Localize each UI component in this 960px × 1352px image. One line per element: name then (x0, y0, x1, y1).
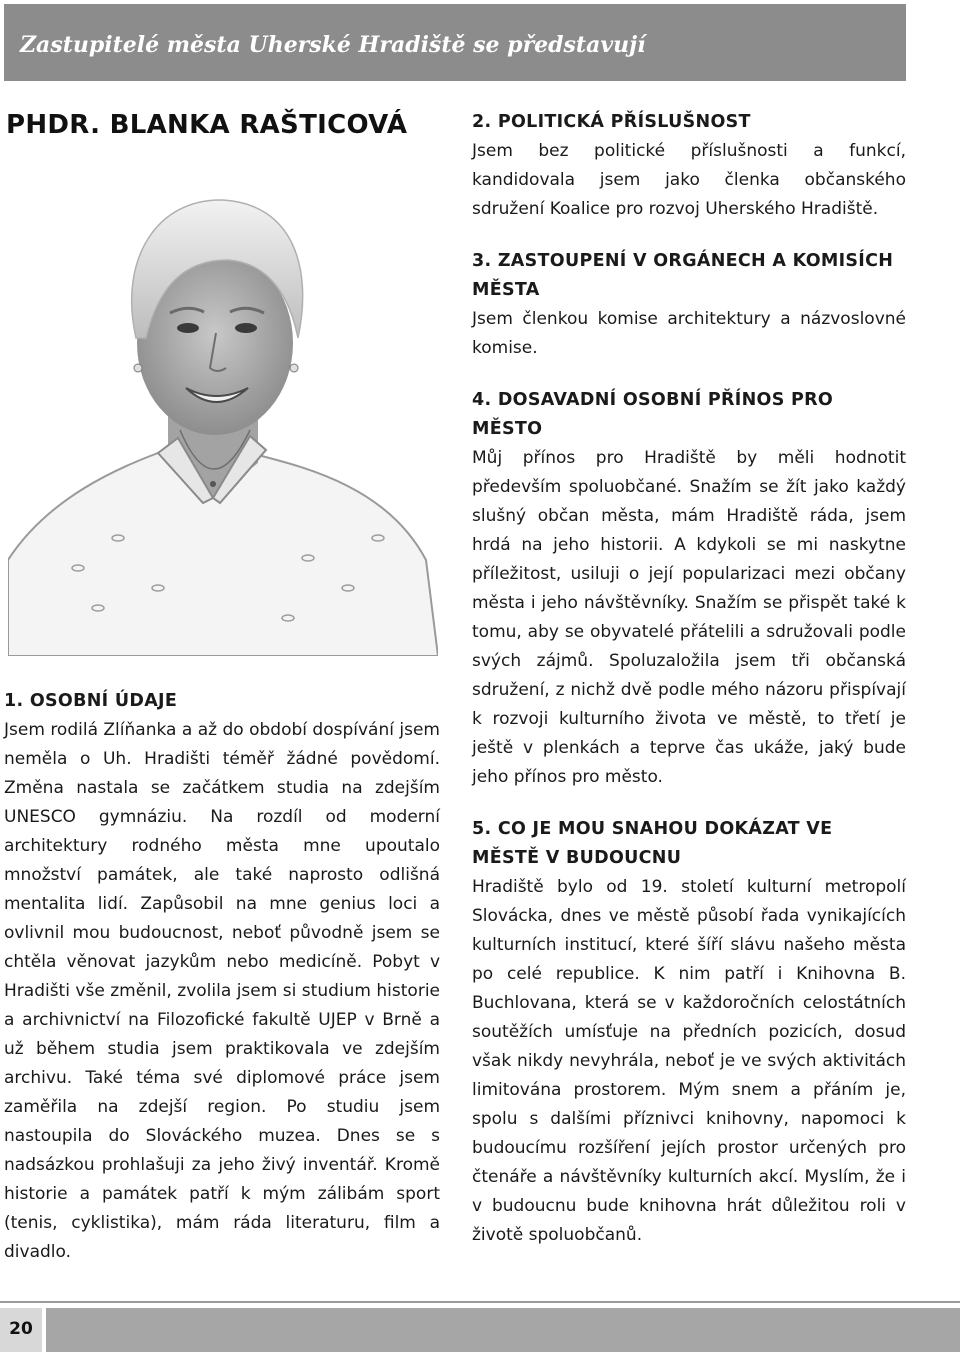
section-5-body: Hradiště bylo od 19. století kulturní metropolí Slovácka, dnes ve městě působí řada vynikajících kulturních institucí, které šíří slávu našeho města po celé republice. K nim patří i Knihovna B. Buchlovana, která se v každoročních celostátních soutěžích umísťuje na předních pozicích, dosud však nikdy nevyhrála, neboť je ve svých aktivitách limitována prostorem. Mým snem a přáním je, spolu s dalšími příznivci knihovny, napomoci k budoucímu rozšíření jejích prostor určených pro čtenáře a návštěvníky kulturních akcí. Myslím, že i v budoucnu bude knihovna hrát důležitou roli v životě spoluobčanů. (472, 877, 906, 1245)
page-title: Zastupitelé města Uherské Hradiště se představují (20, 32, 646, 58)
section-5-title: 5. CO JE MOU SNAHOU DOKÁZAT VE MĚSTĚ V BUDOUCNU (472, 819, 833, 868)
page-number: 20 (9, 1319, 33, 1339)
portrait-photo (8, 168, 438, 656)
section-1-body: Jsem rodilá Zlíňanka a až do období dospívání jsem neměla o Uh. Hradišti téměř žádné povědomí. Změna nastala se začátkem studia na zdejším UNESCO gymnáziu. Na rozdíl od moderní architektury rodného města mne upoutalo množství památek, ale také naprosto odlišná mentalita lidí. Zapůsobil na mne genius loci a ovlivnil mou budoucnost, neboť původně jsem se chtěla věnovat jazykům nebo medicíně. Pobyt v Hradišti vše změnil, zvolila jsem si studium historie a archivnictví na Filozofické fakultě UJEP v Brně a už během studia jsem praktikovala ve zdejším archivu. Také téma své diplomové práce jsem zaměřila na zdejší region. Po studiu jsem nastoupila do Slováckého muzea. Dnes se s nadsázkou prohlašuji za jeho živý inventář. Kromě historie a památek patří k mým zálibám sport (tenis, cyklistika), mám ráda literaturu, film a divadlo. (4, 720, 440, 1262)
section-4-title: 4. DOSAVADNÍ OSOBNÍ PŘÍNOS PRO MĚSTO (472, 390, 834, 439)
section-2-title: 2. POLITICKÁ PŘÍSLUŠNOST (472, 112, 751, 132)
person-name: PHDR. BLANKA RAŠTICOVÁ (6, 110, 408, 140)
left-column (4, 687, 440, 1267)
section-3-body: Jsem členkou komise architektury a názvoslovné komise. (472, 309, 906, 358)
section-4-body: Můj přínos pro Hradiště by měli hodnotit především spoluobčané. Snažím se žít jako každý slušný občan města, mám Hradiště ráda, jsem hrdá na jeho historii. A kdykoli se mi naskytne příležitost, usiluji o její popularizaci mezi občany města i jeho návštěvníky. Snažím se přispět také k tomu, aby se obyvatelé přátelili a sdružovali podle svých zájmů. Spoluzaložila jsem tři občanská sdružení, z nichž dvě podle mého názoru přispívají k rozvoji kulturního života ve městě, to třetí je ještě v plenkách a teprve čas ukáže, jaký bude jeho přínos pro město. (472, 448, 906, 787)
section-3-title: 3. ZASTOUPENÍ V ORGÁNECH A KOMISÍCH MĚSTA (472, 251, 894, 300)
section-1-title: 1. OSOBNÍ ÚDAJE (4, 691, 178, 711)
footer-divider (0, 1301, 960, 1303)
footer-bar (46, 1308, 960, 1352)
section-2-body: Jsem bez politické příslušnosti a funkcí, kandidovala jsem jako členka občanského sdružení Koalice pro rozvoj Uherského Hradiště. (472, 141, 906, 219)
right-column (472, 108, 906, 1250)
header-bar (4, 4, 906, 81)
